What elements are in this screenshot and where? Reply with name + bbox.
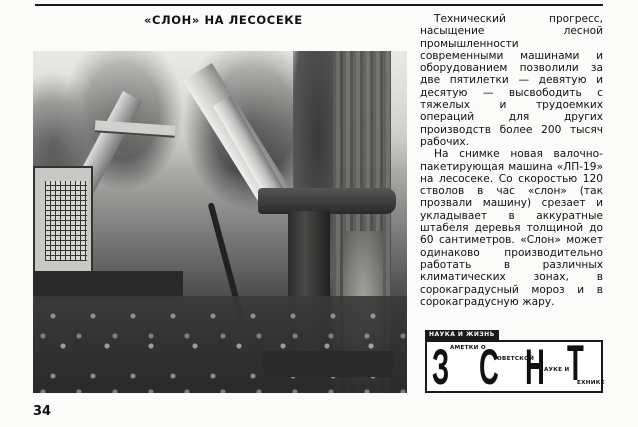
photo-undergrowth bbox=[33, 296, 407, 393]
article-paragraph: На снимке новая валочно-пакетирующая машина «ЛП-19» на лесосеке. Со скоростью 120 стволов в час «слон» (так прозвали машину) срезает и укладывает в аккуратные штабеля деревья толщиной до 60 сантиметров. «Слон» может одинаково производительно работать в различных климатических зонах, в сорокаградусный мороз и в сорокаградусную жару. bbox=[420, 148, 603, 308]
rubric-logo bbox=[425, 330, 603, 393]
logo-letter-s: С bbox=[479, 339, 499, 395]
article-body bbox=[420, 13, 603, 308]
logo-word-s: ОВЕТСКОЙ bbox=[497, 356, 535, 362]
logo-letter-n: Н bbox=[525, 339, 545, 395]
logo-word-n: АУКЕ И bbox=[544, 367, 570, 373]
logo-letter-t: Т bbox=[567, 335, 584, 391]
logo-letter-z: З bbox=[432, 339, 450, 395]
photo-felling-head-base bbox=[263, 351, 393, 377]
logo-header: НАУКА И ЖИЗНЬ bbox=[425, 330, 499, 340]
article-headline: «СЛОН» НА ЛЕСОСЕКЕ bbox=[144, 13, 303, 27]
logo-word-z: АМЕТКИ О bbox=[450, 345, 486, 351]
photo-lp19-machine bbox=[33, 51, 407, 393]
top-rule bbox=[35, 4, 603, 6]
logo-box bbox=[425, 335, 605, 395]
page-number: 34 bbox=[33, 404, 52, 419]
logo-word-t: ЕХНИКЕ bbox=[577, 380, 605, 386]
article-paragraph: Технический прогресс, насыщение лесной промышленности современными машинами и оборудованием позволили за две пятилетки — девятую и десятую — высвободить с тяжелых и трудоемких операций для других производств более 200 тысяч рабочих. bbox=[420, 13, 603, 148]
photo-machine-grille bbox=[45, 181, 87, 261]
